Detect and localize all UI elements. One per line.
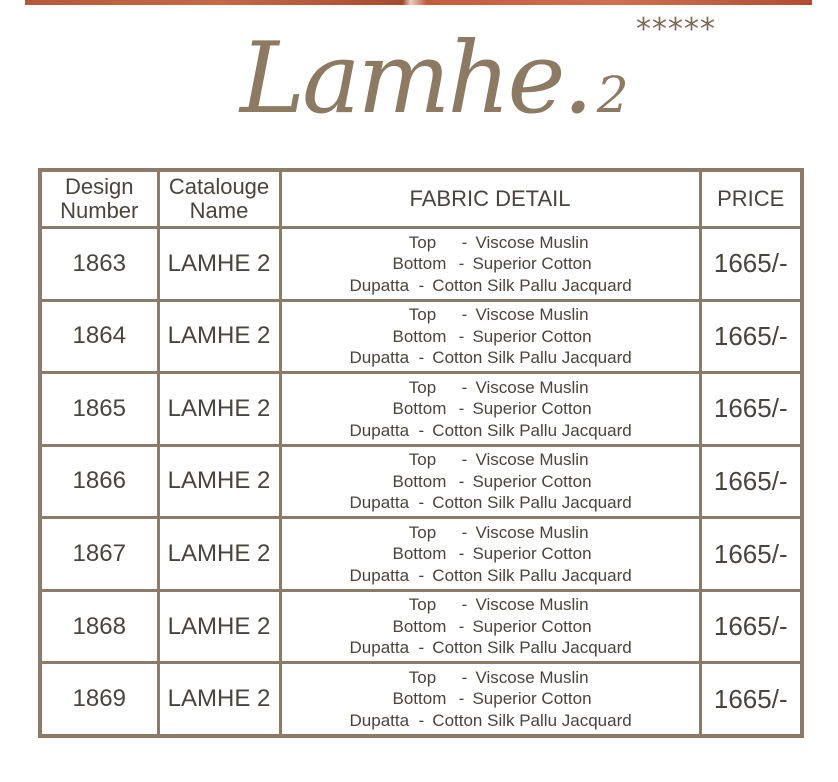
catalog-title [240,14,629,144]
price-cell: 1665/- [700,228,802,301]
fabric-part: Top [408,522,437,542]
fabric-material: Superior Cotton [472,689,592,709]
fabric-part: Top [408,667,437,687]
fabric-material: Viscose Muslin [475,450,589,470]
fabric-part: Dupatta [349,565,410,585]
table-header-row [40,170,802,228]
fabric-detail-cell [280,518,700,591]
fabric-separator: - [418,275,425,295]
fabric-part: Bottom [392,471,447,491]
fabric-line [282,275,699,297]
fabric-line [282,543,699,565]
fabric-part: Bottom [392,616,447,636]
fabric-line [282,616,699,638]
fabric-separator: - [461,450,468,470]
catalog-title-number: 2 [596,66,629,124]
catalogue-name-cell: LAMHE 2 [158,373,280,446]
fabric-line [282,253,699,275]
fabric-line [282,522,699,544]
fabric-material: Cotton Silk Pallu Jacquard [432,420,632,440]
table-row [40,445,802,518]
fabric-separator: - [458,616,465,636]
fabric-separator: - [458,399,465,419]
design-number-cell: 1869 [40,663,158,736]
fabric-material: Viscose Muslin [475,522,589,542]
catalog-title-main: Lamhe. [240,22,591,136]
fabric-material: Cotton Silk Pallu Jacquard [432,493,632,513]
fabric-material: Superior Cotton [472,326,592,346]
fabric-line [282,565,699,587]
fabric-part: Bottom [392,689,447,709]
header-catalogue-name: Catalouge Name [158,170,280,228]
fabric-separator: - [418,710,425,730]
catalogue-name-cell: LAMHE 2 [158,663,280,736]
fabric-line [282,398,699,420]
fabric-line [282,347,699,369]
header-price: PRICE [700,170,802,228]
fabric-part: Dupatta [349,638,410,658]
table-row [40,663,802,736]
price-cell: 1665/- [700,445,802,518]
fabric-material: Cotton Silk Pallu Jacquard [432,348,632,368]
fabric-part: Top [408,595,437,615]
fabric-line [282,304,699,326]
fabric-line [282,232,699,254]
fabric-separator: - [418,420,425,440]
table-row [40,590,802,663]
fabric-material: Superior Cotton [472,399,592,419]
fabric-part: Bottom [392,254,447,274]
design-number-cell: 1865 [40,373,158,446]
fabric-material: Cotton Silk Pallu Jacquard [432,638,632,658]
fabric-separator: - [418,348,425,368]
rating-stars: ***** [636,12,716,47]
fabric-separator: - [461,522,468,542]
fabric-line [282,492,699,514]
catalogue-name-cell: LAMHE 2 [158,590,280,663]
fabric-detail-cell [280,590,700,663]
price-cell: 1665/- [700,300,802,373]
fabric-part: Dupatta [349,275,410,295]
fabric-line [282,710,699,732]
catalogue-name-cell: LAMHE 2 [158,300,280,373]
price-cell: 1665/- [700,590,802,663]
fabric-material: Cotton Silk Pallu Jacquard [432,275,632,295]
fabric-separator: - [418,493,425,513]
fabric-material: Superior Cotton [472,544,592,564]
catalogue-name-cell: LAMHE 2 [158,228,280,301]
design-number-cell: 1866 [40,445,158,518]
design-number-cell: 1863 [40,228,158,301]
fabric-detail-cell [280,300,700,373]
fabric-part: Dupatta [349,710,410,730]
design-number-cell: 1867 [40,518,158,591]
fabric-detail-cell [280,373,700,446]
fabric-separator: - [458,326,465,346]
price-cell: 1665/- [700,518,802,591]
fabric-material: Superior Cotton [472,616,592,636]
fabric-separator: - [461,305,468,325]
header-design-number: Design Number [40,170,158,228]
fabric-line [282,326,699,348]
catalogue-name-cell: LAMHE 2 [158,518,280,591]
fabric-detail-cell [280,445,700,518]
fabric-part: Dupatta [349,348,410,368]
design-number-cell: 1868 [40,590,158,663]
fabric-line [282,667,699,689]
fabric-part: Top [408,377,437,397]
fabric-line [282,594,699,616]
fabric-part: Bottom [392,326,447,346]
fabric-separator: - [458,471,465,491]
fabric-material: Viscose Muslin [475,232,589,252]
fabric-separator: - [418,565,425,585]
fabric-material: Cotton Silk Pallu Jacquard [432,710,632,730]
fabric-line [282,420,699,442]
fabric-separator: - [461,232,468,252]
fabric-material: Viscose Muslin [475,377,589,397]
price-cell: 1665/- [700,373,802,446]
fabric-separator: - [461,667,468,687]
fabric-material: Viscose Muslin [475,667,589,687]
table-row [40,228,802,301]
header-fabric-detail: FABRIC DETAIL [280,170,700,228]
fabric-material: Superior Cotton [472,254,592,274]
fabric-separator: - [461,595,468,615]
fabric-line [282,449,699,471]
fabric-material: Superior Cotton [472,471,592,491]
fabric-part: Bottom [392,399,447,419]
fabric-part: Dupatta [349,493,410,513]
fabric-part: Top [408,232,437,252]
table-row [40,373,802,446]
fabric-material: Viscose Muslin [475,305,589,325]
fabric-line [282,471,699,493]
fabric-line [282,688,699,710]
fabric-separator: - [458,544,465,564]
catalog-table [38,168,804,738]
fabric-separator: - [458,689,465,709]
fabric-part: Bottom [392,544,447,564]
fabric-detail-cell [280,663,700,736]
fabric-separator: - [461,377,468,397]
fabric-detail-cell [280,228,700,301]
fabric-separator: - [418,638,425,658]
fabric-part: Dupatta [349,420,410,440]
price-cell: 1665/- [700,663,802,736]
fabric-line [282,637,699,659]
fabric-part: Top [408,305,437,325]
catalogue-name-cell: LAMHE 2 [158,445,280,518]
fabric-separator: - [458,254,465,274]
fabric-material: Cotton Silk Pallu Jacquard [432,565,632,585]
fabric-line [282,377,699,399]
fabric-part: Top [408,450,437,470]
design-number-cell: 1864 [40,300,158,373]
table-row [40,518,802,591]
table-row [40,300,802,373]
top-banner-strip [25,0,812,5]
fabric-material: Viscose Muslin [475,595,589,615]
